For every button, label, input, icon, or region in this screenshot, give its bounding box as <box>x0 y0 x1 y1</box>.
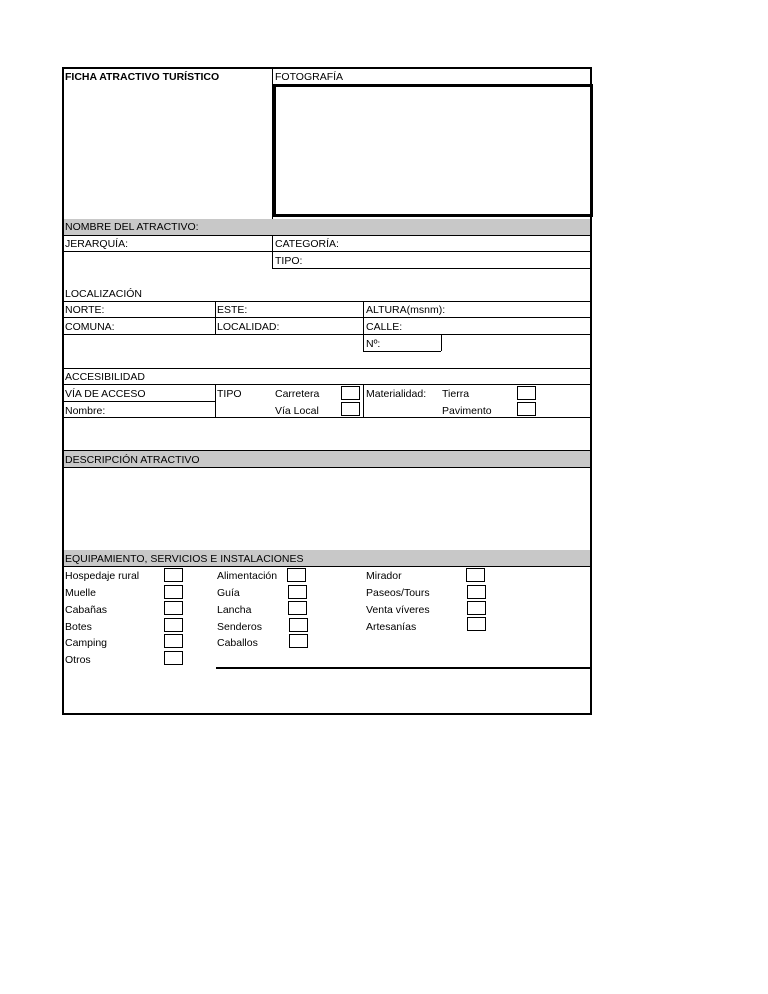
camping-checkbox[interactable] <box>164 634 183 648</box>
este-label: ESTE: <box>217 304 248 316</box>
paseos-tours-label: Paseos/Tours <box>366 587 430 599</box>
lancha-label: Lancha <box>217 604 252 616</box>
via-acceso-label: VÍA DE ACCESO <box>65 388 146 400</box>
otros-checkbox[interactable] <box>164 651 183 665</box>
altura-label: ALTURA(msnm): <box>366 304 446 316</box>
mirador-label: Mirador <box>366 570 402 582</box>
cabanas-checkbox[interactable] <box>164 601 183 615</box>
numero-label: Nº: <box>366 338 381 350</box>
materialidad-label: Materialidad: <box>366 388 427 400</box>
calle-label: CALLE: <box>366 321 403 333</box>
cabanas-label: Cabañas <box>65 604 108 616</box>
norte-label: NORTE: <box>65 304 105 316</box>
tierra-checkbox[interactable] <box>517 386 536 400</box>
categoria-label: CATEGORÍA: <box>275 238 339 250</box>
tipo-label: TIPO: <box>275 255 303 267</box>
guia-label: Guía <box>217 587 240 599</box>
otros-line <box>216 667 590 669</box>
otros-label: Otros <box>65 654 91 666</box>
photo-box[interactable] <box>273 84 593 217</box>
equipamiento-title: EQUIPAMIENTO, SERVICIOS E INSTALACIONES <box>65 553 304 565</box>
pavimento-label: Pavimento <box>442 405 492 417</box>
botes-checkbox[interactable] <box>164 618 183 632</box>
paseos-tours-checkbox[interactable] <box>467 585 486 599</box>
form-title: FICHA ATRACTIVO TURÍSTICO <box>65 71 220 83</box>
caballos-label: Caballos <box>217 637 258 649</box>
venta-viveres-checkbox[interactable] <box>467 601 486 615</box>
accesibilidad-title: ACCESIBILIDAD <box>65 371 145 383</box>
senderos-label: Senderos <box>217 621 262 633</box>
localizacion-title: LOCALIZACIÓN <box>65 288 143 300</box>
lancha-checkbox[interactable] <box>288 601 307 615</box>
guia-checkbox[interactable] <box>288 585 307 599</box>
pavimento-checkbox[interactable] <box>517 402 536 416</box>
comuna-label: COMUNA: <box>65 321 115 333</box>
muelle-checkbox[interactable] <box>164 585 183 599</box>
descripcion-title: DESCRIPCIÓN ATRACTIVO <box>65 454 200 466</box>
botes-label: Botes <box>65 621 92 633</box>
venta-viveres-label: Venta víveres <box>366 604 430 616</box>
alimentacion-label: Alimentación <box>217 570 278 582</box>
carretera-label: Carretera <box>275 388 320 400</box>
photo-label: FOTOGRAFÍA <box>275 71 344 83</box>
hospedaje-rural-label: Hospedaje rural <box>65 570 140 582</box>
localidad-label: LOCALIDAD: <box>217 321 280 333</box>
tourist-attraction-form <box>62 67 592 715</box>
via-local-label: Vía Local <box>275 405 319 417</box>
jerarquia-label: JERARQUÍA: <box>65 238 129 250</box>
tipo-acceso-label: TIPO <box>217 388 242 400</box>
nombre-via-label: Nombre: <box>65 405 106 417</box>
carretera-checkbox[interactable] <box>341 386 360 400</box>
mirador-checkbox[interactable] <box>466 568 485 582</box>
senderos-checkbox[interactable] <box>289 618 308 632</box>
hospedaje-rural-checkbox[interactable] <box>164 568 183 582</box>
nombre-label: NOMBRE DEL ATRACTIVO: <box>65 221 199 233</box>
caballos-checkbox[interactable] <box>289 634 308 648</box>
tierra-label: Tierra <box>442 388 470 400</box>
artesanias-checkbox[interactable] <box>467 617 486 631</box>
via-local-checkbox[interactable] <box>341 402 360 416</box>
camping-label: Camping <box>65 637 108 649</box>
alimentacion-checkbox[interactable] <box>287 568 306 582</box>
artesanias-label: Artesanías <box>366 621 417 633</box>
muelle-label: Muelle <box>65 587 96 599</box>
